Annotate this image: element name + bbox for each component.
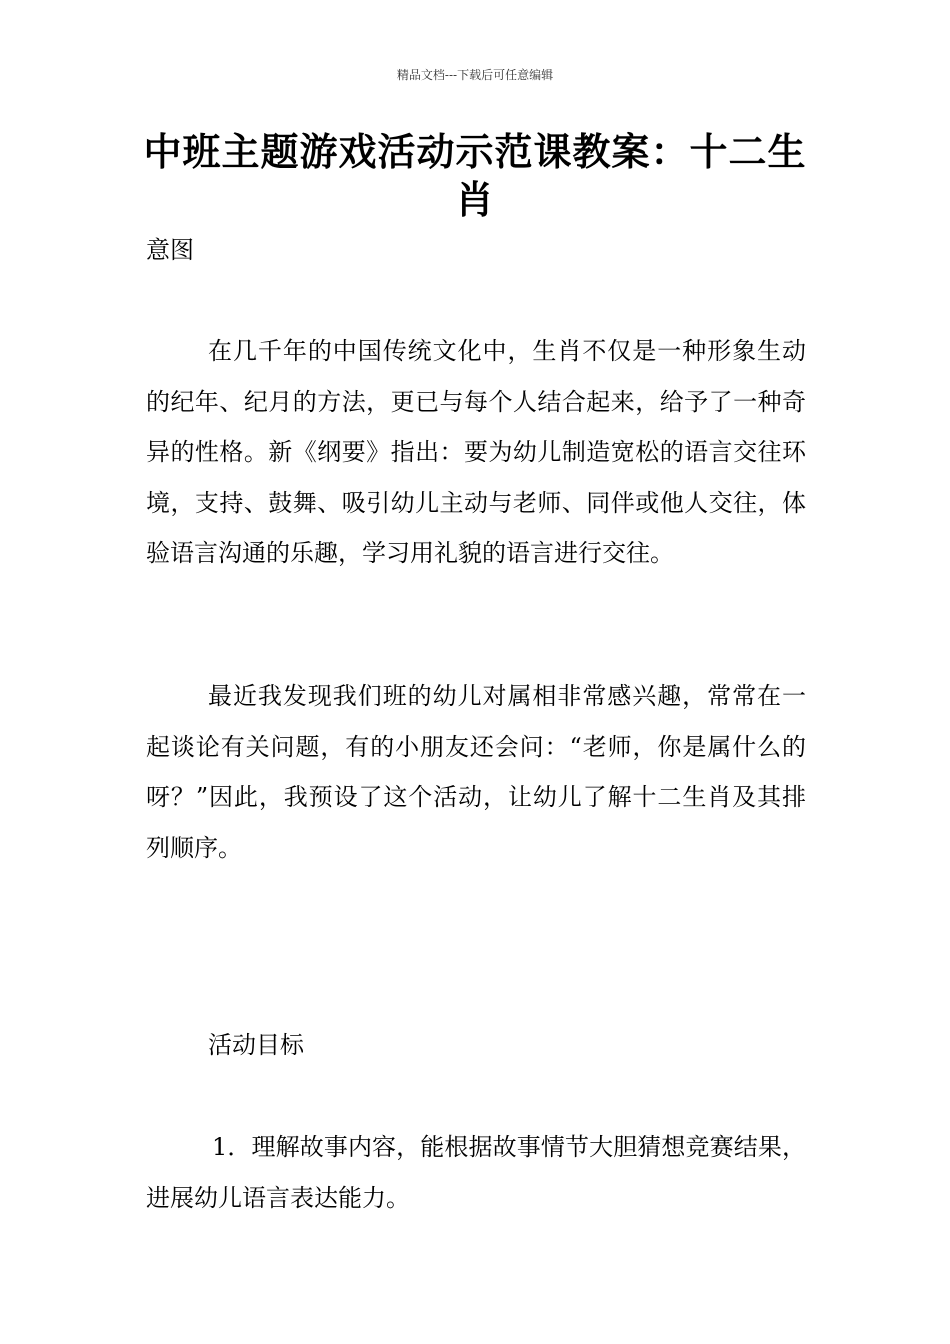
intent-paragraph-1: 在几千年的中国传统文化中，生肖不仅是一种形象生动的纪年、纪月的方法，更已与每个人结合起来，给予了一种奇异的性格。新《纲要》指出：要为幼儿制造宽松的语言交往环境，支持、鼓舞、吸引幼儿主动与老师、同伴或他人交往，体验语言沟通的乐趣，学习用礼貌的语言进行交往。 — [146, 337, 806, 567]
goal-section-label: 活动目标 — [208, 1031, 304, 1059]
page-title: 中班主题游戏活动示范课教案：十二生肖 — [143, 130, 807, 222]
intent-paragraph-2: 最近我发现我们班的幼儿对属相非常感兴趣，常常在一起谈论有关问题，有的小朋友还会问：“老师，你是属什么的呀？”因此，我预设了这个活动，让幼儿了解十二生肖及其排列顺序。 — [146, 682, 806, 862]
header-note: 精品文档---下载后可任意编辑 — [396, 68, 554, 82]
goal-item-1: 1．理解故事内容，能根据故事情节大胆猜想竞赛结果，进展幼儿语言表达能力。 — [146, 1133, 806, 1212]
intent-section-label: 意图 — [146, 236, 194, 264]
